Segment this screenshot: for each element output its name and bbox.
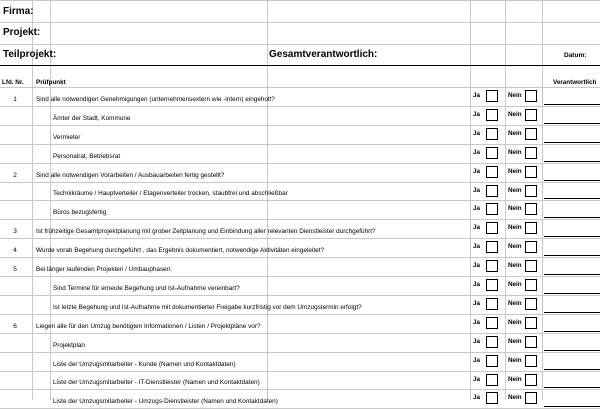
grid-line: [0, 0, 600, 1]
nein-checkbox[interactable]: [525, 241, 537, 253]
nein-checkbox[interactable]: [525, 279, 537, 291]
ja-label: Ja: [473, 205, 481, 213]
grid-line: [0, 238, 600, 239]
checkpoint-text: Sind alle notwendigen Genehmigungen (unternehmensextern wie -intern) eingeholt?: [36, 95, 275, 103]
nein-checkbox[interactable]: [525, 147, 537, 159]
responsible-field[interactable]: [544, 255, 600, 256]
responsible-field[interactable]: [544, 331, 600, 332]
ja-checkbox[interactable]: [486, 203, 498, 215]
ja-checkbox[interactable]: [486, 279, 498, 291]
checkpoint-text: Liste der Umzugsmitarbeiter - Umzugs-Dienstleister (Namen und Kontaktdaten): [53, 398, 278, 406]
checkpoint-text: Sind Termine für erneute Begehung und Ist-Aufnahme vereinbart?: [53, 284, 240, 292]
ja-label: Ja: [473, 110, 481, 118]
responsible-field[interactable]: [544, 369, 600, 370]
nein-label: Nein: [508, 375, 522, 383]
column-header-pruefpunkt: Prüfpunkt: [36, 79, 66, 86]
grid-line: [0, 22, 600, 23]
ja-label: Ja: [473, 337, 481, 345]
grid-line: [0, 295, 600, 296]
nein-checkbox[interactable]: [525, 336, 537, 348]
responsible-field[interactable]: [544, 236, 600, 237]
ja-label: Ja: [473, 92, 481, 99]
ja-checkbox[interactable]: [486, 241, 498, 253]
row-number: 4: [13, 247, 17, 255]
ja-checkbox[interactable]: [486, 185, 498, 197]
grid-line: [0, 200, 600, 201]
checkpoint-text: Bei länger laufenden Projekten / Umbauphasen:: [36, 266, 173, 273]
responsible-field[interactable]: [544, 406, 600, 407]
responsible-field[interactable]: [544, 180, 600, 181]
nein-checkbox[interactable]: [525, 260, 537, 272]
nein-label: Nein: [508, 129, 522, 137]
ja-checkbox[interactable]: [486, 147, 498, 159]
nein-checkbox[interactable]: [525, 317, 537, 329]
ja-label: Ja: [473, 318, 481, 326]
nein-label: Nein: [508, 299, 522, 307]
nein-label: Nein: [508, 337, 522, 345]
ja-checkbox[interactable]: [486, 109, 498, 121]
responsible-field[interactable]: [544, 104, 600, 105]
ja-label: Ja: [473, 394, 481, 402]
nein-label: Nein: [508, 243, 522, 251]
nein-label: Nein: [508, 224, 522, 232]
nein-checkbox[interactable]: [525, 90, 537, 102]
grid-line: [0, 389, 600, 390]
row-number: 1: [13, 95, 17, 103]
ja-label: Ja: [473, 186, 481, 194]
nein-checkbox[interactable]: [525, 128, 537, 140]
checkpoint-text: Personalrat, Betriebsrat: [53, 152, 121, 160]
header-separator: [0, 65, 600, 66]
nein-checkbox[interactable]: [525, 355, 537, 367]
checkpoint-text: Sind alle notwendigen Vorarbeiten / Ausbauarbeiten fertig gestellt?: [36, 171, 225, 179]
responsible-field[interactable]: [544, 198, 600, 199]
ja-checkbox[interactable]: [486, 298, 498, 310]
ja-checkbox[interactable]: [486, 222, 498, 234]
nein-checkbox[interactable]: [525, 185, 537, 197]
nein-label: Nein: [508, 148, 522, 156]
responsible-field[interactable]: [544, 123, 600, 124]
ja-label: Ja: [473, 148, 481, 156]
ja-checkbox[interactable]: [486, 374, 498, 386]
grid-line: [0, 163, 600, 164]
ja-label: Ja: [473, 299, 481, 307]
teilprojekt-label: Teilprojekt:: [3, 49, 57, 60]
ja-checkbox[interactable]: [486, 260, 498, 272]
grid-line: [0, 219, 600, 220]
ja-label: Ja: [473, 262, 481, 270]
grid-line: [0, 276, 600, 277]
grid-line: [0, 182, 600, 183]
ja-label: Ja: [473, 224, 481, 232]
grid-line: [0, 87, 600, 88]
checkpoint-text: Ist letzte Begehung und Ist-Aufnahme mit dokumentierter Freigabe kurzfristig vor dem Umzugstermin erfolgt?: [53, 303, 362, 311]
nein-label: Nein: [508, 205, 522, 213]
row-number: 3: [13, 228, 17, 236]
grid-line: [0, 314, 600, 315]
grid-line: [0, 333, 600, 334]
checkpoint-text: Liste der Umzugsmitarbeiter - IT-Dienstleister (Namen und Kontaktdaten): [53, 379, 260, 387]
datum-label: Datum:: [564, 52, 587, 59]
checkpoint-text: Ämter der Stadt, Kommune: [53, 114, 131, 122]
nein-label: Nein: [508, 186, 522, 194]
ja-label: Ja: [473, 356, 481, 364]
nein-checkbox[interactable]: [525, 166, 537, 178]
nein-label: Nein: [508, 318, 522, 326]
ja-checkbox[interactable]: [486, 166, 498, 178]
responsible-field[interactable]: [544, 350, 600, 351]
responsible-field[interactable]: [544, 293, 600, 294]
checkpoint-text: Liegen alle für den Umzug benötigten Informationen / Listen / Projektpläne vor?: [36, 322, 261, 330]
nein-checkbox[interactable]: [525, 298, 537, 310]
firma-label: Firma:: [3, 6, 34, 17]
grid-line: [0, 125, 600, 126]
row-number: 6: [13, 322, 17, 330]
ja-checkbox[interactable]: [486, 355, 498, 367]
checkpoint-text: Projektplan: [53, 341, 85, 349]
ja-checkbox[interactable]: [486, 336, 498, 348]
column-header-nr: Lfd. Nr.: [2, 79, 24, 86]
nein-label: Nein: [508, 92, 522, 99]
nein-checkbox[interactable]: [525, 374, 537, 386]
column-header-verantwortlich: Verantwortlich: [553, 79, 597, 86]
checkpoint-text: Technikräume / Hauptverteiler / Etagenverteiler trocken, staubfrei und abschließbar: [53, 190, 288, 198]
grid-line: [0, 257, 600, 258]
ja-checkbox[interactable]: [486, 128, 498, 140]
ja-checkbox[interactable]: [486, 317, 498, 329]
checkpoint-text: Liste der Umzugsmitarbeiter - Kunde (Namen und Kontaktdaten): [53, 360, 236, 368]
checkpoint-text: Ist frühzeitige Gesamtprojektplanung mit grober Zeitplanung und Einbindung aller relevanten Dienstleister durchgeführt?: [36, 228, 376, 236]
nein-checkbox[interactable]: [525, 222, 537, 234]
ja-checkbox[interactable]: [486, 90, 498, 102]
nein-label: Nein: [508, 281, 522, 288]
row-number: 2: [13, 171, 17, 179]
checkpoint-text: Büros bezugsfertig: [53, 209, 107, 217]
responsible-field[interactable]: [544, 274, 600, 275]
responsible-field[interactable]: [544, 217, 600, 218]
responsible-field[interactable]: [544, 387, 600, 388]
ja-label: Ja: [473, 375, 481, 383]
responsible-field[interactable]: [544, 161, 600, 162]
projekt-label: Projekt:: [3, 27, 41, 38]
grid-line: [0, 371, 600, 372]
nein-label: Nein: [508, 167, 522, 175]
nein-checkbox[interactable]: [525, 203, 537, 215]
grid-line: [0, 44, 600, 45]
nein-checkbox[interactable]: [525, 109, 537, 121]
gesamtverantwortlich-label: Gesamtverantwortlich:: [269, 49, 378, 60]
grid-line: [0, 106, 600, 107]
ja-label: Ja: [473, 167, 481, 175]
row-number: 5: [13, 266, 17, 273]
ja-checkbox[interactable]: [486, 392, 498, 404]
checkpoint-text: Wurde vorab Begehung durchgeführt , das Ergebnis dokumentiert, notwendige Aktivitäten eingeleitet?: [36, 247, 324, 255]
nein-label: Nein: [508, 262, 522, 270]
responsible-field[interactable]: [544, 312, 600, 313]
nein-label: Nein: [508, 356, 522, 364]
nein-label: Nein: [508, 110, 522, 118]
ja-label: Ja: [473, 281, 481, 288]
ja-label: Ja: [473, 129, 481, 137]
responsible-field[interactable]: [544, 142, 600, 143]
grid-line: [0, 352, 600, 353]
ja-label: Ja: [473, 243, 481, 251]
checkpoint-text: Vermieter: [53, 133, 81, 141]
nein-label: Nein: [508, 394, 522, 402]
grid-line: [0, 144, 600, 145]
nein-checkbox[interactable]: [525, 392, 537, 404]
